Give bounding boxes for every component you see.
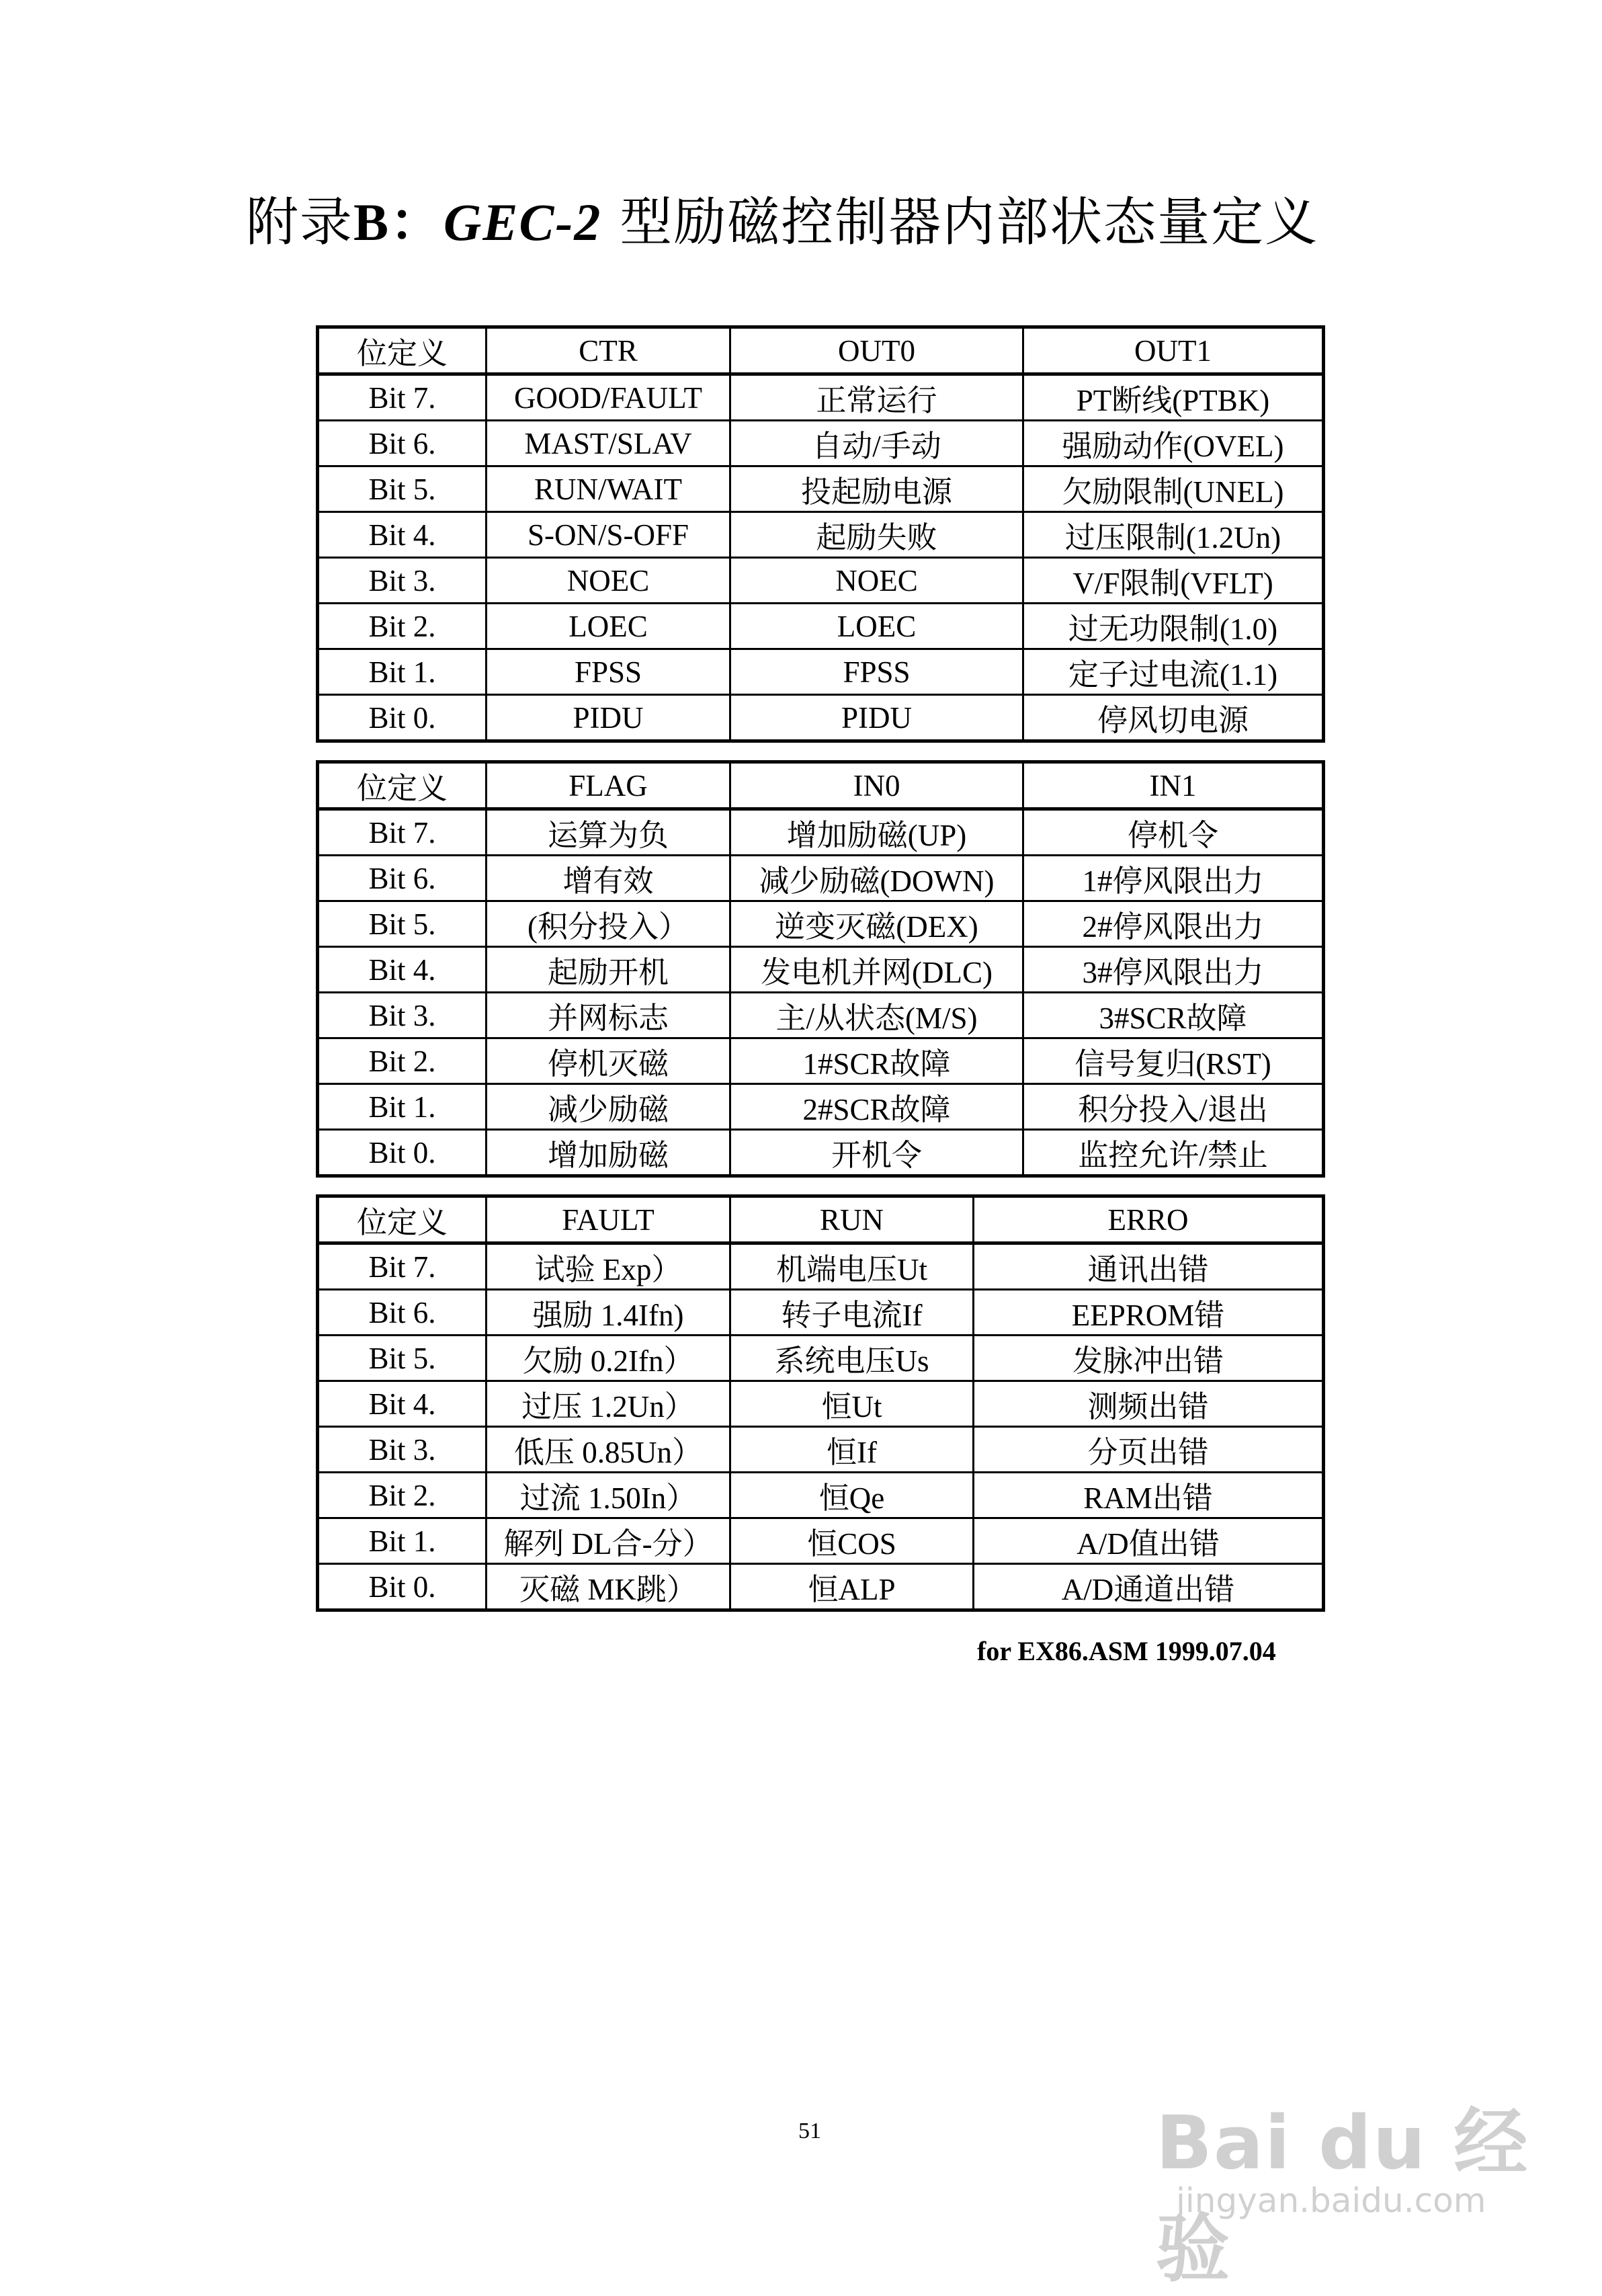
table-cell: 欠励限制(UNEL)	[1023, 466, 1324, 512]
table-row	[318, 856, 1324, 901]
table-cell: 起励开机	[487, 947, 730, 993]
bit-label-cell: Bit 5.	[318, 466, 487, 512]
table-row	[318, 1564, 1324, 1610]
table-cell: 1#停风限出力	[1023, 856, 1324, 901]
bit-label-cell: Bit 7.	[318, 1243, 487, 1290]
table-cell: 3#停风限出力	[1023, 947, 1324, 993]
table-row	[318, 421, 1324, 466]
table-cell: MAST/SLAV	[487, 421, 730, 466]
bit-label-cell: Bit 0.	[318, 1130, 487, 1176]
table-cell: 监控允许/禁止	[1023, 1130, 1324, 1176]
table-row	[318, 1038, 1324, 1084]
table-row	[318, 558, 1324, 604]
table-cell: S-ON/S-OFF	[487, 512, 730, 558]
column-header: ERRO	[974, 1196, 1324, 1243]
title-model: GEC-2	[444, 193, 602, 251]
bit-label-cell: Bit 3.	[318, 1427, 487, 1473]
table-cell: 恒COS	[730, 1518, 974, 1564]
table-cell: 停机灭磁	[487, 1038, 730, 1084]
table-row	[318, 649, 1324, 695]
table-row	[318, 604, 1324, 649]
table-cell: RUN/WAIT	[487, 466, 730, 512]
table-cell: 低压 0.85Un）	[487, 1427, 730, 1473]
column-header: IN0	[730, 762, 1023, 809]
bit-label-cell: Bit 2.	[318, 604, 487, 649]
table-cell: 自动/手动	[730, 421, 1023, 466]
table-cell: 主/从状态(M/S)	[730, 993, 1023, 1038]
table-cell: 逆变灭磁(DEX)	[730, 901, 1023, 947]
column-header: RUN	[730, 1196, 974, 1243]
table-cell: LOEC	[730, 604, 1023, 649]
table-row	[318, 374, 1324, 421]
table-cell: PT断线(PTBK)	[1023, 374, 1324, 421]
table-cell: V/F限制(VFLT)	[1023, 558, 1324, 604]
table-cell: 定子过电流(1.1)	[1023, 649, 1324, 695]
table-cell: 停机令	[1023, 809, 1324, 856]
bit-label-cell: Bit 0.	[318, 695, 487, 741]
table-cell: 机端电压Ut	[730, 1243, 974, 1290]
table-cell: 测频出错	[974, 1381, 1324, 1427]
table-cell: 通讯出错	[974, 1243, 1324, 1290]
table-cell: 停风切电源	[1023, 695, 1324, 741]
bit-label-cell: Bit 4.	[318, 512, 487, 558]
watermark-logo: Bai du 经验	[1156, 2100, 1529, 2292]
bit-label-cell: Bit 3.	[318, 558, 487, 604]
watermark-url: jingyan.baidu.com	[1176, 2181, 1486, 2220]
column-header: 位定义	[318, 762, 487, 809]
table-cell: GOOD/FAULT	[487, 374, 730, 421]
table-row	[318, 695, 1324, 741]
table-row	[318, 901, 1324, 947]
table-cell: 运算为负	[487, 809, 730, 856]
column-header: CTR	[487, 327, 730, 374]
bit-label-cell: Bit 4.	[318, 947, 487, 993]
page-number: 51	[798, 2119, 821, 2143]
table-row	[318, 1336, 1324, 1381]
column-header: FLAG	[487, 762, 730, 809]
table-row	[318, 1290, 1324, 1336]
table-cell: 强励 1.4Ifn)	[487, 1290, 730, 1336]
table-cell: 正常运行	[730, 374, 1023, 421]
table-cell: 过流 1.50In）	[487, 1473, 730, 1518]
table-cell: 2#SCR故障	[730, 1084, 1023, 1130]
page-title	[246, 180, 1318, 255]
column-header: OUT1	[1023, 327, 1324, 374]
bit-label-cell: Bit 1.	[318, 1518, 487, 1564]
table-cell: 2#停风限出力	[1023, 901, 1324, 947]
table-cell: 积分投入/退出	[1023, 1084, 1324, 1130]
table-row	[318, 1381, 1324, 1427]
table-cell: 转子电流If	[730, 1290, 974, 1336]
table-row	[318, 1473, 1324, 1518]
table-cell: 增加励磁	[487, 1130, 730, 1176]
table-cell: 过压限制(1.2Un)	[1023, 512, 1324, 558]
table-cell: 并网标志	[487, 993, 730, 1038]
table-cell: 灭磁 MK跳）	[487, 1564, 730, 1610]
table-row	[318, 1084, 1324, 1130]
table-cell: (积分投入）	[487, 901, 730, 947]
bit-label-cell: Bit 1.	[318, 649, 487, 695]
register-table-fault-run-erro	[316, 1194, 1325, 1612]
table-cell: 增有效	[487, 856, 730, 901]
table-cell: NOEC	[730, 558, 1023, 604]
register-table-flag-in	[316, 760, 1325, 1178]
table-cell: 欠励 0.2Ifn）	[487, 1336, 730, 1381]
table-cell: EEPROM错	[974, 1290, 1324, 1336]
title-suffix: 型励磁控制器内部状态量定义	[601, 192, 1319, 253]
bit-label-cell: Bit 4.	[318, 1381, 487, 1427]
table-cell: FPSS	[487, 649, 730, 695]
table-cell: NOEC	[487, 558, 730, 604]
bit-label-cell: Bit 2.	[318, 1038, 487, 1084]
table-row	[318, 809, 1324, 856]
table-cell: 1#SCR故障	[730, 1038, 1023, 1084]
table-row	[318, 947, 1324, 993]
bit-label-cell: Bit 2.	[318, 1473, 487, 1518]
column-header: 位定义	[318, 1196, 487, 1243]
table-row	[318, 512, 1324, 558]
bit-label-cell: Bit 3.	[318, 993, 487, 1038]
table-cell: 分页出错	[974, 1427, 1324, 1473]
table-cell: PIDU	[487, 695, 730, 741]
table-cell: 投起励电源	[730, 466, 1023, 512]
table-header-row	[318, 327, 1324, 374]
table-cell: PIDU	[730, 695, 1023, 741]
title-prefix: 附录	[246, 192, 354, 253]
table-header-row	[318, 1196, 1324, 1243]
table-cell: 试验 Exp）	[487, 1243, 730, 1290]
bit-label-cell: Bit 0.	[318, 1564, 487, 1610]
column-header: FAULT	[487, 1196, 730, 1243]
table-cell: 过无功限制(1.0)	[1023, 604, 1324, 649]
column-header: IN1	[1023, 762, 1324, 809]
table-cell: 解列 DL合-分）	[487, 1518, 730, 1564]
bit-label-cell: Bit 7.	[318, 374, 487, 421]
bit-label-cell: Bit 7.	[318, 809, 487, 856]
table-row	[318, 993, 1324, 1038]
table-cell: 过压 1.2Un）	[487, 1381, 730, 1427]
table-cell: 发脉冲出错	[974, 1336, 1324, 1381]
bit-label-cell: Bit 1.	[318, 1084, 487, 1130]
column-header: OUT0	[730, 327, 1023, 374]
table-row	[318, 1243, 1324, 1290]
bit-label-cell: Bit 6.	[318, 421, 487, 466]
table-cell: 恒ALP	[730, 1564, 974, 1610]
table-cell: 增加励磁(UP)	[730, 809, 1023, 856]
table-cell: 开机令	[730, 1130, 1023, 1176]
footer-note: for EX86.ASM 1999.07.04	[977, 1636, 1276, 1666]
table-cell: 发电机并网(DLC)	[730, 947, 1023, 993]
title-bold: B：	[353, 193, 444, 251]
table-cell: LOEC	[487, 604, 730, 649]
table-cell: 起励失败	[730, 512, 1023, 558]
bit-label-cell: Bit 5.	[318, 1336, 487, 1381]
table-cell: 信号复归(RST)	[1023, 1038, 1324, 1084]
table-header-row	[318, 762, 1324, 809]
table-cell: 系统电压Us	[730, 1336, 974, 1381]
table-cell: RAM出错	[974, 1473, 1324, 1518]
table-row	[318, 1130, 1324, 1176]
table-row	[318, 466, 1324, 512]
register-table-ctr-out	[316, 325, 1325, 743]
table-row	[318, 1427, 1324, 1473]
table-cell: A/D通道出错	[974, 1564, 1324, 1610]
bit-label-cell: Bit 6.	[318, 856, 487, 901]
bit-label-cell: Bit 5.	[318, 901, 487, 947]
table-cell: A/D值出错	[974, 1518, 1324, 1564]
table-row	[318, 1518, 1324, 1564]
baidu-watermark	[1156, 2070, 1532, 2292]
table-cell: 减少励磁(DOWN)	[730, 856, 1023, 901]
table-cell: 恒Ut	[730, 1381, 974, 1427]
table-cell: 恒If	[730, 1427, 974, 1473]
table-cell: 恒Qe	[730, 1473, 974, 1518]
table-cell: 减少励磁	[487, 1084, 730, 1130]
table-cell: 3#SCR故障	[1023, 993, 1324, 1038]
bit-label-cell: Bit 6.	[318, 1290, 487, 1336]
table-cell: 强励动作(OVEL)	[1023, 421, 1324, 466]
column-header: 位定义	[318, 327, 487, 374]
table-cell: FPSS	[730, 649, 1023, 695]
